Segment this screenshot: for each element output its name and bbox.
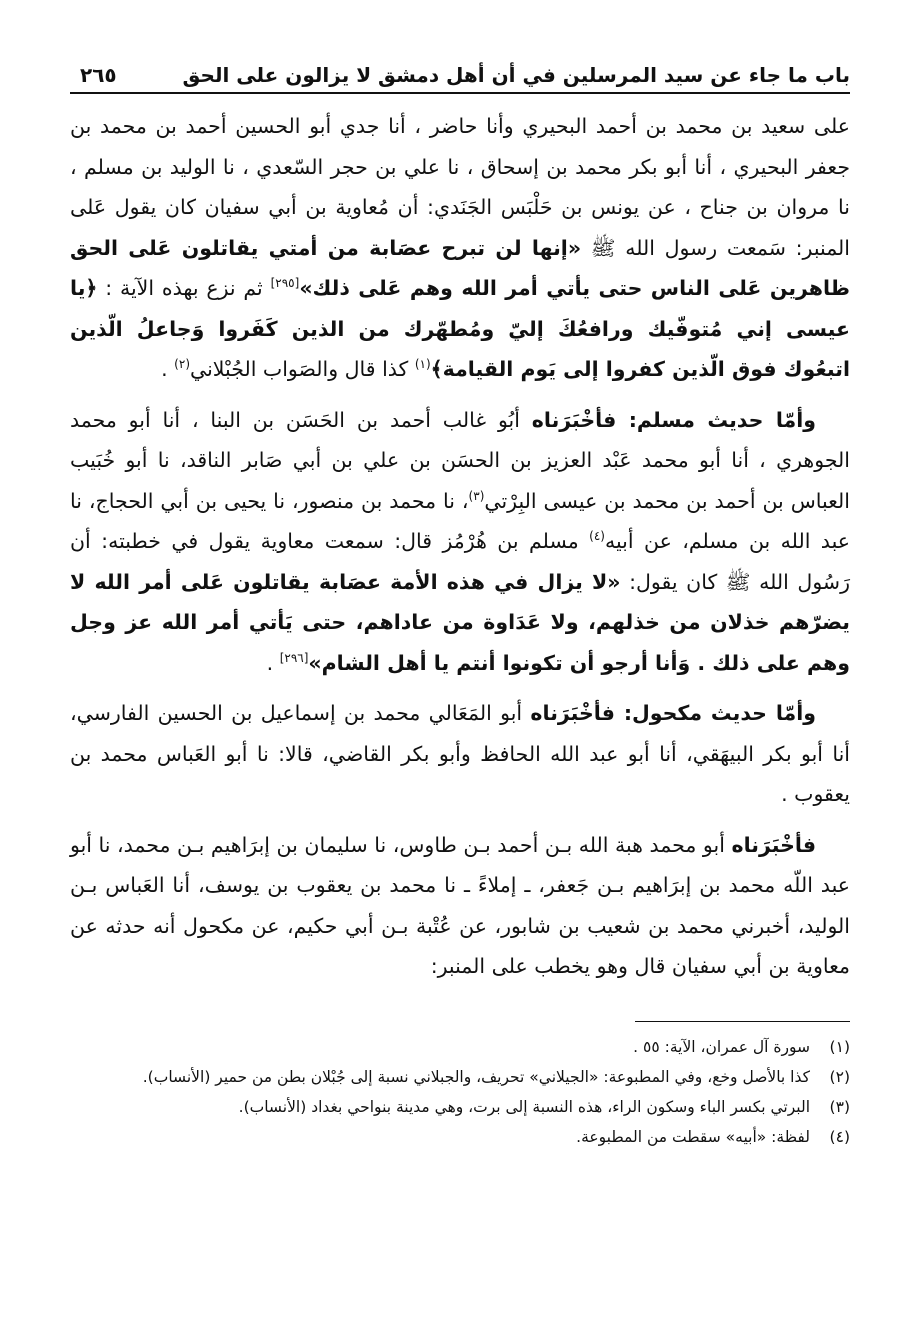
quran-verse: ﴿يا عيسى إني مُتوفّيك ورافعُكَ إليّ ومُطهّرك من الذين كَفَروا وَجاعلُ الّذين اتبعُوك فوق الّذين كفروا إلى يَوم القيامة﴾	[70, 276, 850, 381]
footnote-number: (٤)	[829, 1127, 850, 1146]
footnote-text: البرتي بكسر الباء وسكون الراء، هذه النسبة إلى برت، وهي مدينة بنواحي بغداد (الأنساب).	[238, 1097, 810, 1116]
footnote-divider	[635, 1021, 850, 1022]
footnote	[70, 1062, 850, 1092]
hadith-number: [٢٩٥]	[270, 276, 300, 291]
text-run: مسلم بن هُرْمُز قال: سمعت معاوية يقول في خطبته: أن رَسُول الله ﷺ كان يقول:	[70, 529, 850, 594]
footnote-text: سورة آل عمران، الآية: ٥٥ .	[633, 1037, 810, 1056]
footnotes	[70, 1032, 850, 1152]
text-run: .	[266, 650, 280, 675]
footnote-ref: (١)	[414, 357, 431, 372]
footnote-number: (١)	[829, 1037, 850, 1056]
running-title: باب ما جاء عن سيد المرسلين في أن أهل دمشق لا يزالون على الحق	[182, 63, 850, 87]
footnote-ref: (٣)	[468, 488, 485, 503]
hadith-text: «لا يزال في هذه الأمة عصَابة يقاتلون عَلى أمر الله لا يضرّهم خذلان من خذلهم، ولا عَدَاوة من عاداهم، حتى يَأتي أمر الله عز وجل وهم على ذلك . وَأنا أرجو أن تكونوا أنتم يا أهل الشام»	[70, 569, 850, 675]
paragraph-4	[70, 825, 850, 987]
book-page	[70, 52, 850, 1312]
footnote-number: (٣)	[829, 1097, 850, 1116]
footnote-text: لفظة: «أبيه» سقطت من المطبوعة.	[576, 1127, 810, 1146]
text-run: على سعيد بن محمد بن أحمد البحيري وأنا حاضر ، أنا جدي أبو الحسين أحمد بن محمد بن جعفر البحيري ، أنا أبو بكر محمد بن إسحاق ، نا علي بن حجر السّعدي ، نا الوليد بن مسلم ، نا مروان بن جناح ، عن يونس بن حَلْبَس الجَنَدي: أن مُعاوية بن أبي سفيان كان يقول عَلى المنبر: سَمعت رسول الله ﷺ	[70, 114, 851, 260]
text-run: أبو محمد هبة الله بـن أحمد بـن طاوس، نا سليمان بن إبرَاهيم بـن محمد، نا أبو عبد اللّه محمد بن إبرَاهيم بـن جَعفر، ـ إملاءً ـ نا محمد بن يعقوب بن يوسف، أنا العَباس بـن الوليد، أخبرني محمد بن شعيب بن شابور، عن عُتْبة بـن أبي حكيم، عن مكحول أنه حدثه عن معاوية بن أبي سفيان قال وهو يخطب على المنبر:	[70, 832, 850, 978]
page-number: ٢٦٥	[80, 63, 117, 87]
text-run: ، نا محمد بن منصور، نا يحيى بن أبي الحجاج، نا عبد الله بن مسلم، عن أبيه	[70, 488, 850, 553]
footnote	[70, 1122, 850, 1152]
section-lead: وأمّا حديث مسلم: فأخْبَرَناه	[531, 407, 816, 432]
footnote	[70, 1032, 850, 1062]
footnote-ref: (٤)	[589, 529, 605, 544]
footnote	[70, 1092, 850, 1122]
footnote-number: (٢)	[829, 1067, 850, 1086]
hadith-text: «إنها لن تبرح عصَابة من أمتي يقاتلون عَلى الحق ظاهرين عَلى الناس حتى يأتي أمر الله وهم عَلى ذلك»	[70, 235, 850, 300]
hadith-number: [٢٩٦]	[279, 650, 309, 665]
text-run: أبو المَعَالي محمد بن إسماعيل بن الحسين الفارسي، أنا أبو بكر البيهَقي، أنا أبو عبد الله الحافظ وأبو بكر القاضي، قالا: نا أبو العَباس محمد بن يعقوب .	[70, 701, 850, 806]
main-text	[70, 106, 850, 987]
section-lead: وأمّا حديث مكحول: فأخْبَرَناه	[530, 701, 817, 725]
text-run: ثم نزع بهذه الآية :	[97, 276, 271, 300]
footnote-ref: (٢)	[174, 357, 190, 372]
paragraph-2	[70, 400, 850, 684]
paragraph-3	[70, 693, 850, 815]
paragraph-1	[70, 106, 850, 390]
text-run: أبُو غالب أحمد بن الحَسَن بن البنا ، أنا أبو محمد الجوهري ، أنا أبو محمد عَبْد العزيز بن الحسَن بن علي بن أبي صَابر الناقد، نا أبو خُبَيب العباس بن أحمد بن محمد بن عيسى البِرْتي	[70, 407, 850, 513]
text-run: .	[161, 357, 175, 381]
section-lead: فأخْبَرَناه	[731, 832, 816, 857]
page-header	[70, 52, 850, 94]
footnote-text: كذا بالأصل وخع، وفي المطبوعة: «الجيلاني» تحريف، والجبلاني نسبة إلى جُبْلان بطن من حمير (الأنساب).	[142, 1067, 810, 1086]
text-run: كذا قال والصَواب الجُبْلاني	[190, 357, 415, 381]
